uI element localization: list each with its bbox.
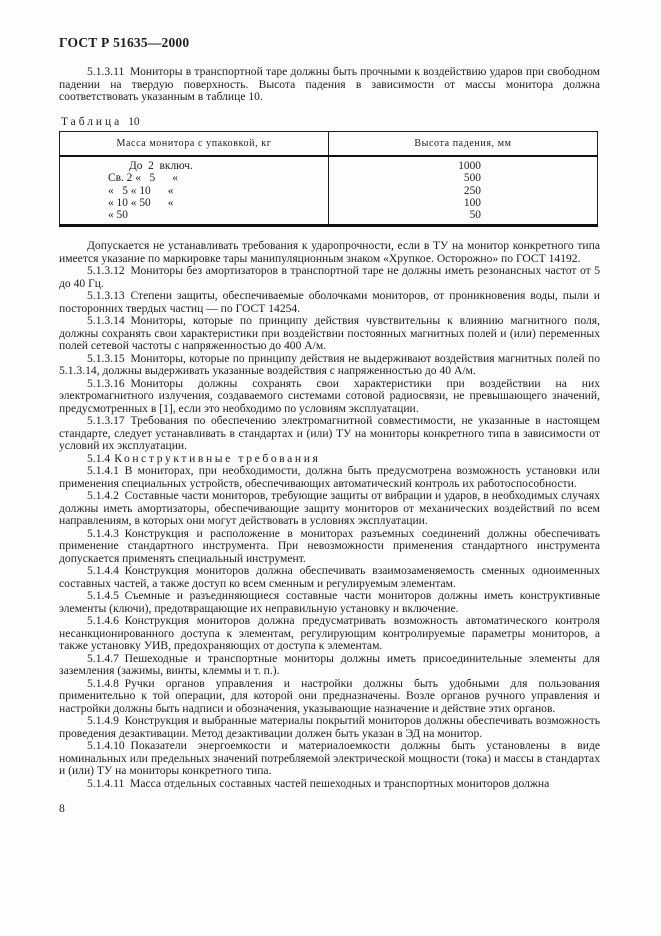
table-header-row	[60, 131, 598, 156]
drop-height-cell	[329, 197, 598, 209]
document-body	[59, 66, 600, 815]
table-row	[60, 197, 598, 209]
drop-height-cell	[329, 156, 598, 172]
paragraph-fragility-note: Допускается не устанавливать требования к ударопрочности, если в ТУ на монитор конкретного типа имеется указание по маркировке тары манипуляционным знаком «Хрупкое. Осторожно» по ГОСТ 14192.	[59, 239, 600, 265]
mass-range-cell: Св. 2 « 5 «	[108, 172, 178, 185]
table-row	[60, 209, 598, 226]
paragraph-5-1-4-9: 5.1.4.9 Конструкция и выбранные материалы покрытий мониторов должны обеспечивать возможность проведения дезактивации. Метод дезактивации должен быть указан в ЭД на монитор.	[59, 714, 600, 740]
paragraph-5-1-3-13: 5.1.3.13 Степени защиты, обеспечиваемые оболочками мониторов, от проникновения воды, пыли и посторонних твердых частиц — по ГОСТ 14254.	[59, 289, 600, 315]
section-heading-number: 5.1.4	[87, 451, 111, 465]
paragraph-5-1-4-5: 5.1.4.5 Съемные и разъединяющиеся составные части мониторов должны иметь конструктивные элементы (ключи), предотвращающие их неправильную установку и включение.	[59, 589, 600, 615]
drop-height-cell	[329, 209, 598, 226]
page-number: 8	[59, 802, 65, 816]
mass-range-cell: « 50	[108, 209, 128, 222]
column-header-mass: Масса монитора с упаковкой, кг	[60, 131, 329, 156]
table-row	[60, 185, 598, 197]
paragraph-5-1-3-16: 5.1.3.16 Мониторы должны сохранять свои характеристики при воздействии на них электромагнитного излучения, создаваемого системами сотовой радиосвязи, не превышающего значений, предусмотренных в [1], если это необходимо по условиям эксплуатации.	[59, 376, 600, 415]
drop-height-value: 1000	[458, 160, 481, 172]
drop-height-value: 100	[463, 196, 481, 209]
paragraphs-section	[59, 240, 600, 790]
paragraph-5-1-3-17: 5.1.3.17 Требования по обеспечению электромагнитной совместимости, не указанные в настоящем стандарте, следует устанавливать в стандартах и (или) ТУ на мониторы конкретного типа в зависимости от условий их эксплуатации.	[59, 414, 600, 453]
paragraph-5-1-4-2: 5.1.4.2 Составные части мониторов, требующие защиты от вибрации и ударов, в необходимых случаях должны иметь амортизаторы, обеспечивающие защиту мониторов от механических воздействий по всем направлениям, в которых они могут действовать в условиях эксплуатации.	[59, 489, 600, 528]
paragraph-5-1-3-14: 5.1.3.14 Мониторы, которые по принципу действия чувствительны к влиянию магнитного поля, должны сохранять свои характеристики при воздействии постоянных магнитных полей и (или) переменных полей сетевой частоты с напряженностью до 400 А/м.	[59, 314, 600, 353]
table-caption-number: 10	[128, 115, 140, 128]
drop-height-value: 50	[469, 209, 481, 222]
table-caption-word: Таблица	[61, 115, 123, 128]
paragraph-5-1-3-15: 5.1.3.15 Мониторы, которые по принципу действия не выдерживают воздействия магнитных полей по 5.1.3.14, должны выдерживать указанные воздействия с напряженностью до 40 А/м.	[59, 351, 600, 378]
column-header-height: Высота падения, мм	[329, 131, 598, 156]
paragraph-5-1-4-8: 5.1.4.8 Ручки органов управления и настройки должны быть удобными для пользования применительно к той операции, для которой они предназначены. Возле органов ручного управления и настройки должны быть надписи и обозначения, указывающие назначение и действие этих органов.	[59, 676, 600, 715]
table-row	[60, 156, 598, 172]
paragraph-5-1-4-10: 5.1.4.10 Показатели энергоемкости и материалоемкости должны быть установлены в виде номинальных или предельных значений потребляемой электрической мощности (тока) и массы в стандартах и (или) ТУ на мониторы конкретного типа.	[59, 739, 600, 778]
drop-height-cell	[329, 172, 598, 184]
mass-range-cell: « 5 « 10 «	[108, 184, 174, 197]
mass-range-cell: « 10 « 50 «	[108, 196, 174, 209]
mass-range-cell: До 2 включ.	[129, 160, 193, 172]
paragraph-5-1-4-7: 5.1.4.7 Пешеходные и транспортные мониторы должны иметь присоединительные элементы для заземления (зажимы, винты, клеммы и т. п.).	[59, 651, 600, 678]
paragraph-5-1-3-11: 5.1.3.11 Мониторы в транспортной таре должны быть прочными к воздействию ударов при свободном падении на твердую поверхность. Высота падения в зависимости от массы монитора должна соответствовать указанным в таблице 10.	[59, 65, 600, 103]
paragraph-5-1-3-12: 5.1.3.12 Мониторы без амортизаторов в транспортной таре не должны иметь резонансных частот от 5 до 40 Гц.	[59, 264, 600, 290]
paragraph-5-1-4-6: 5.1.4.6 Конструкция мониторов должна предусматривать возможность автоматического контроля несанкционированного доступа к элементам, регулирующим контролируемые параметры мониторов, а также установку УИВ, предохраняющих от доступа к элементам.	[59, 614, 600, 653]
drop-height-table	[59, 131, 598, 228]
paragraph-5-1-4-4: 5.1.4.4 Конструкция мониторов должна обеспечивать взаимозаменяемость сменных одноименных составных частей, а также доступ ко всем сменным и регулируемым элементам.	[59, 564, 600, 590]
table-caption	[59, 116, 600, 128]
drop-height-value: 250	[463, 184, 481, 197]
paragraph-5-1-4-3: 5.1.4.3 Конструкция и расположение в мониторах разъемных соединений должны обеспечивать применение стандартного инструмента. При невозможности применения стандартного инструмента допускается применять специальный инструмент.	[59, 526, 600, 565]
paragraph-5-1-4-11: 5.1.4.11 Масса отдельных составных частей пешеходных и транспортных мониторов должна	[87, 776, 550, 790]
paragraph-5-1-4-1: 5.1.4.1 В мониторах, при необходимости, должна быть предусмотрена возможность установки или применения специальных устройств, обеспечивающих автоматический контроль их работоспособности.	[59, 464, 600, 490]
drop-height-cell	[329, 185, 598, 197]
section-heading-title: Конструктивные требования	[114, 451, 321, 465]
table-row	[60, 172, 598, 184]
doc-code-header: ГОСТ Р 51635—2000	[59, 35, 190, 50]
drop-height-value: 500	[463, 172, 481, 185]
